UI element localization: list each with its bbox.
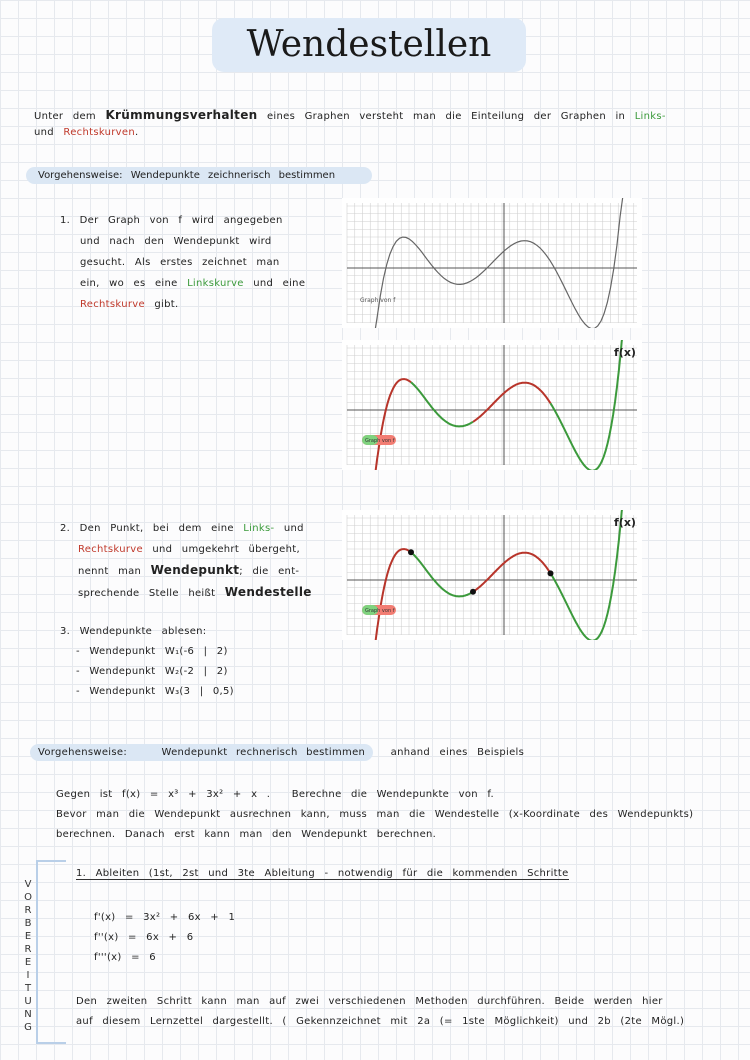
step2-l3a: nennt man (78, 566, 142, 577)
intro-rechts: Rechtskurven (63, 127, 135, 138)
graph-colored (342, 340, 642, 470)
step2-line1 (60, 518, 320, 539)
section2-line (30, 744, 730, 761)
fx-label: f(x) (614, 516, 636, 529)
inflection-point-w3 (548, 570, 554, 576)
step1-linkskurve: Linkskurve (187, 278, 244, 289)
graph-legend: Graph von f (365, 608, 395, 614)
prep-paragraph (76, 992, 740, 1032)
section2-after: anhand eines Beispiels (390, 747, 525, 758)
step1-line2: und nach den Wendepunkt wird (80, 236, 272, 247)
graph-plain (342, 198, 642, 328)
step2-l4a: sprechende Stelle heißt (78, 588, 216, 599)
third-derivative: f'''(x) = 6 (94, 952, 156, 963)
step3-head (60, 622, 320, 642)
vertical-letter: U (24, 996, 32, 1007)
step1-block (60, 210, 320, 315)
derivatives-block (94, 908, 354, 968)
linkskurve-segment (551, 510, 627, 640)
example-function: Gegen ist f(x) = x³ + 3x² + x . (56, 789, 271, 800)
vertical-letter: R (24, 944, 32, 955)
section-pill-graphical (26, 167, 372, 184)
step2-l1a: Den Punkt, bei dem eine (79, 523, 234, 534)
step3-block (60, 622, 320, 702)
step2-line3 (60, 560, 320, 582)
step3-num: 3. (60, 626, 71, 637)
vertical-letter: I (26, 970, 30, 981)
step2-l2b: und umgekehrt übergeht, (152, 544, 300, 555)
step1-line5 (60, 294, 320, 315)
graph-inflection (342, 510, 642, 640)
vertical-letter: T (24, 983, 32, 994)
step2-line2 (60, 539, 320, 560)
pill-label: Vorgehensweise: (38, 170, 123, 181)
step2-links: Links- (243, 523, 275, 534)
wendepunkt-item: - Wendepunkt W₃(3 | 0,5) (76, 686, 234, 697)
step2-wendestelle: Wendestelle (224, 585, 312, 599)
pill-text: Wendepunkte zeichnerisch bestimmen (130, 170, 336, 181)
step2-l1c: und (283, 523, 304, 534)
example-line3: berechnen. Danach erst kann man den Wendepunkt berechnen. (56, 829, 437, 840)
prep-heading-text: 1. Ableiten (1st, 2st und 3te Ableitung - notwendig für die kommenden Schritte (76, 868, 569, 879)
step1-num: 1. (60, 215, 71, 226)
vertical-letter: E (24, 931, 32, 942)
graph-legend: Graph von f (365, 438, 395, 444)
first-derivative: f'(x) = 3x² + 6x + 1 (94, 912, 236, 923)
intro-und: und (34, 127, 54, 138)
intro-keyword: Krümmungsverhalten (105, 108, 258, 122)
step2-l3c: ; die ent- (239, 566, 300, 577)
step2-wendepunkt: Wendepunkt (150, 563, 240, 577)
step2-block (60, 518, 320, 604)
vertical-letter: E (24, 957, 32, 968)
wendepunkt-item: - Wendepunkt W₂(-2 | 2) (76, 666, 228, 677)
vertical-letter: B (24, 918, 32, 929)
step1-line4a: ein, wo es eine (80, 278, 178, 289)
intro-line-1 (34, 108, 724, 122)
inflection-point-w1 (408, 549, 414, 555)
step2-line4 (60, 582, 320, 604)
step1-line4 (60, 273, 320, 294)
step2-num: 2. (60, 523, 71, 534)
example-line1 (56, 785, 736, 805)
graph-legend: Graph von f (360, 297, 396, 304)
example-task: Berechne die Wendepunkte von f. (291, 789, 494, 800)
example-line2: Bevor man die Wendepunkt ausrechnen kann, muss man die Wendestelle (x-Koordinate des Wendepunkts) (56, 809, 694, 820)
page-title: Wendestellen (212, 18, 526, 72)
step1-line3: gesucht. Als erstes zeichnet man (80, 257, 280, 268)
intro-text-a: Unter dem (34, 111, 96, 122)
prep-heading (76, 868, 736, 879)
prep-vertical-label (22, 878, 34, 1034)
step1-rechtskurve: Rechtskurve (80, 299, 145, 310)
step1-line5b: gibt. (154, 299, 179, 310)
fx-label: f(x) (614, 346, 636, 359)
prep-bracket (36, 860, 66, 1044)
wendepunkt-item: - Wendepunkt W₁(-6 | 2) (76, 646, 228, 657)
prep-paragraph-line2: auf diesem Lernzettel dargestellt. ( Gekennzeichnet mit 2a (= 1ste Möglichkeit) und 2b (2te Mögl.) (76, 1016, 685, 1027)
vertical-letter: N (24, 1009, 32, 1020)
inflection-point-w2 (470, 589, 476, 595)
vertical-letter: R (24, 905, 32, 916)
vertical-letter: V (24, 879, 32, 890)
linkskurve-segment (551, 340, 627, 470)
intro-end: . (134, 127, 139, 138)
second-derivative: f''(x) = 6x + 6 (94, 932, 194, 943)
example-block (56, 785, 736, 845)
vertical-letter: G (24, 1022, 32, 1033)
step2-rechts: Rechtskurve (78, 544, 143, 555)
section2-pill-text: Wendepunkt rechnerisch bestimmen (161, 747, 366, 758)
intro-links: Links- (634, 111, 666, 122)
step1-line1 (60, 210, 320, 231)
linkskurve-segment (411, 382, 473, 426)
section2-label: Vorgehensweise: (38, 747, 127, 758)
step1-line4c: und eine (253, 278, 306, 289)
intro-text-b: eines Graphen versteht man die Einteilung der Graphen in (266, 111, 626, 122)
linkskurve-segment (411, 552, 473, 596)
step1-line1-text: Der Graph von f wird angegeben (79, 215, 283, 226)
step3-head-text: Wendepunkte ablesen: (79, 626, 207, 637)
prep-paragraph-line1: Den zweiten Schritt kann man auf zwei verschiedenen Methoden durchführen. Beide werden hier (76, 996, 663, 1007)
section2-pill (30, 744, 373, 761)
vertical-letter: O (24, 892, 32, 903)
intro-line-2 (34, 127, 138, 138)
